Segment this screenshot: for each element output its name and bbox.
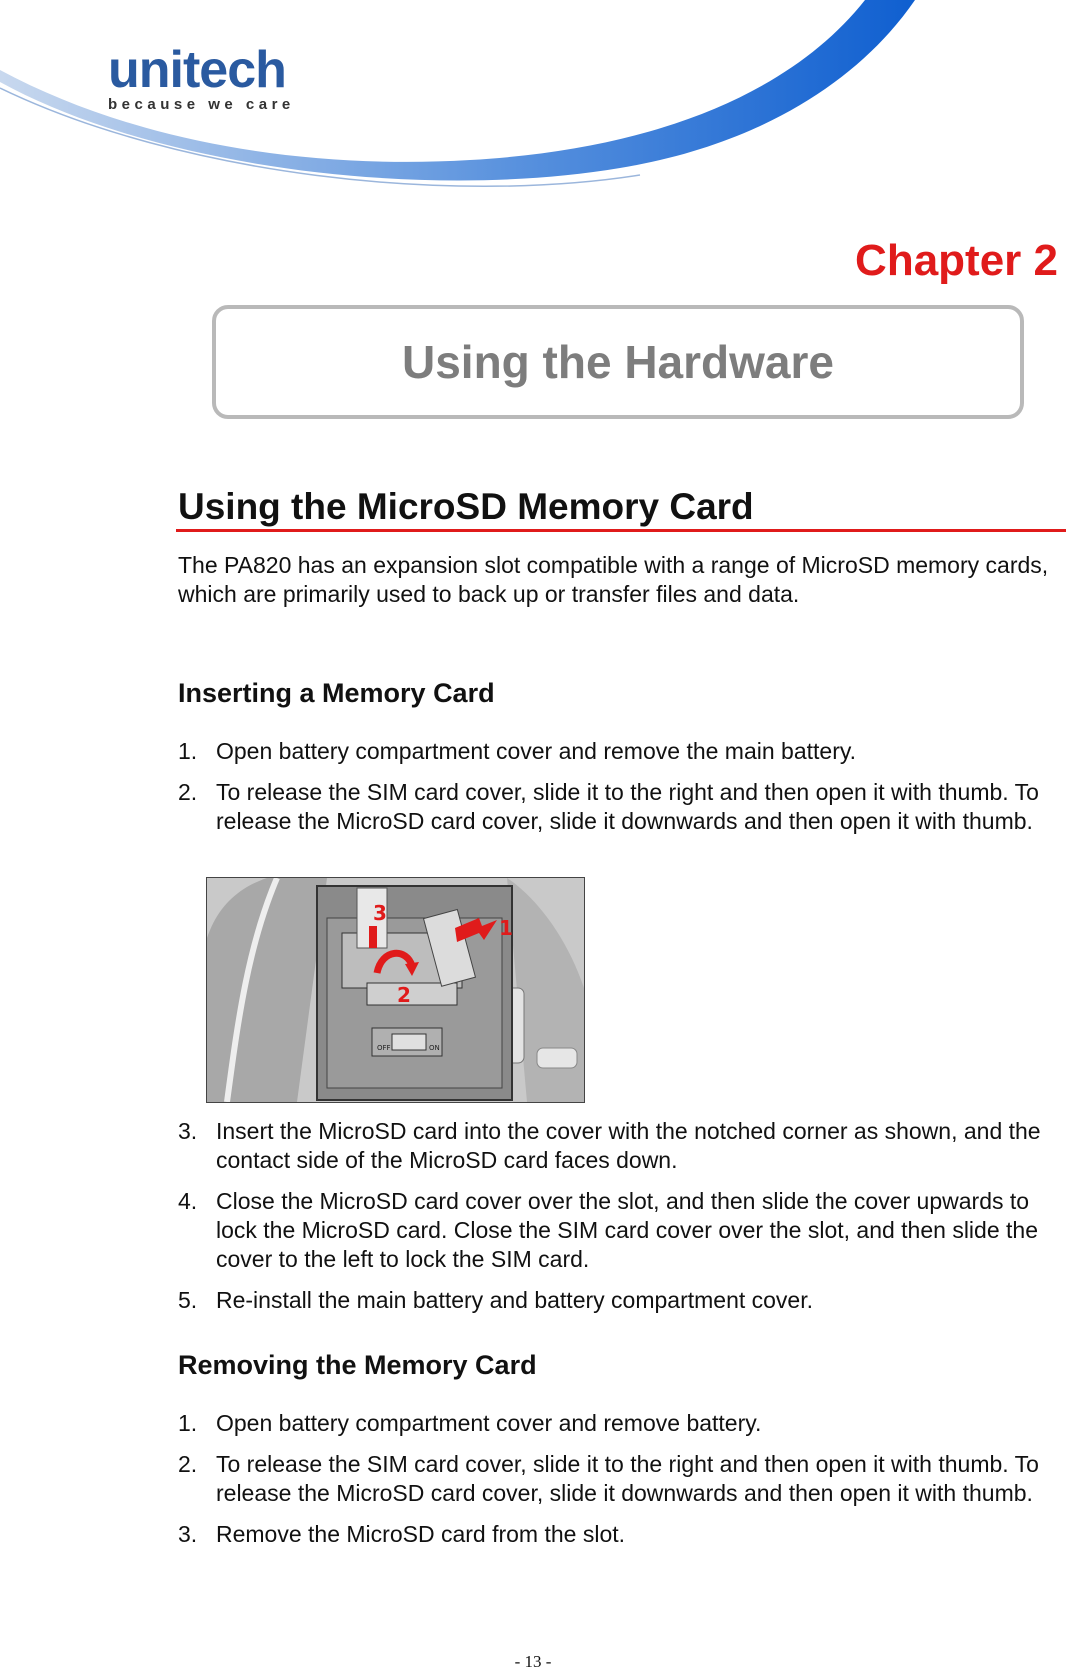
list-item xyxy=(178,1187,1058,1274)
step-number: 1. xyxy=(178,1410,198,1436)
subheading-inserting: Inserting a Memory Card xyxy=(178,678,495,708)
step-text: Open battery compartment cover and remove the main battery. xyxy=(216,738,857,764)
battery-compartment-drawing xyxy=(207,878,584,1102)
list-item xyxy=(178,778,1058,836)
step-number: 1. xyxy=(178,738,198,764)
step-text: To release the SIM card cover, slide it to the right and then open it with thumb. To release the MicroSD card cover, slide it downwards and then open it with thumb. xyxy=(216,1451,1039,1506)
arrow-3-icon xyxy=(369,926,377,948)
step-number: 5. xyxy=(178,1287,198,1313)
step-text: Close the MicroSD card cover over the slot, and then slide the cover upwards to lock the MicroSD card. Close the SIM card cover over the slot, and then slide the cover to the left to lock the SIM card. xyxy=(216,1188,1038,1272)
step-number: 2. xyxy=(178,1451,198,1477)
chapter-title-box xyxy=(212,305,1024,419)
list-item xyxy=(178,1520,1058,1549)
page-number: - 13 - xyxy=(514,1652,552,1671)
step-text: To release the SIM card cover, slide it to the right and then open it with thumb. To release the MicroSD card cover, slide it downwards and then open it with thumb. xyxy=(216,779,1039,834)
step-number: 2. xyxy=(178,779,198,805)
section-title: Using the MicroSD Memory Card xyxy=(178,486,754,527)
section-intro: The PA820 has an expansion slot compatible with a range of MicroSD memory cards, which are primarily used to back up or transfer files and data. xyxy=(178,552,1049,607)
list-item xyxy=(178,1450,1058,1508)
step-number: 4. xyxy=(178,1188,198,1214)
list-item xyxy=(178,1117,1058,1175)
step-text: Open battery compartment cover and remove battery. xyxy=(216,1410,762,1436)
section-divider xyxy=(176,529,1066,532)
list-item xyxy=(178,737,1058,766)
list-item xyxy=(178,1286,1058,1315)
step-text: Remove the MicroSD card from the slot. xyxy=(216,1521,626,1547)
inserting-steps-a xyxy=(178,737,1058,848)
switch-off-label: OFF xyxy=(377,1044,391,1052)
step-number: 3. xyxy=(178,1118,198,1144)
step-text: Re-install the main battery and battery compartment cover. xyxy=(216,1287,814,1313)
figure-label-3: 3 xyxy=(373,901,387,925)
brand-logo xyxy=(108,41,295,113)
switch-on-label: ON xyxy=(429,1044,440,1052)
figure-label-2: 2 xyxy=(397,983,411,1007)
figure-label-1: 1 xyxy=(499,916,513,940)
device-illustration xyxy=(206,877,585,1103)
step-text: Insert the MicroSD card into the cover with the notched corner as shown, and the contact side of the MicroSD card faces down. xyxy=(216,1118,1041,1173)
chapter-label: Chapter 2 xyxy=(855,236,1058,285)
removing-steps xyxy=(178,1409,1058,1561)
brand-tagline: because we care xyxy=(108,96,295,113)
step-number: 3. xyxy=(178,1521,198,1547)
chapter-title: Using the Hardware xyxy=(402,336,834,388)
subheading-removing: Removing the Memory Card xyxy=(178,1350,537,1380)
list-item xyxy=(178,1409,1058,1438)
inserting-steps-b xyxy=(178,1117,1058,1327)
brand-name: unitech xyxy=(108,41,286,99)
